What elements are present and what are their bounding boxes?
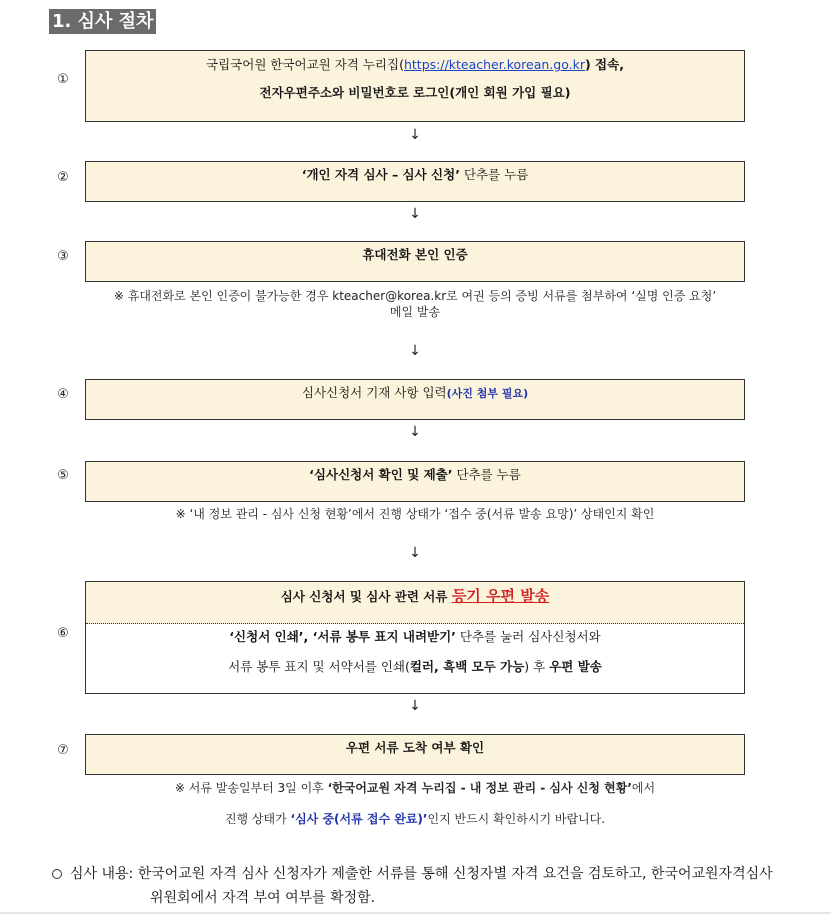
review-content-paragraph: 심사 내용: 한국어교원 자격 심사 신청자가 제출한 서류를 통해 신청자별 자격 요건을 검토하고, 한국어교원자격심사 위원회에서 자격 부여 여부를 확정함. [52, 862, 773, 910]
step-number-7: ⑦ [57, 743, 69, 758]
step-4-box: 심사신청서 기재 사항 입력(사진 첨부 필요) [85, 379, 745, 420]
step-5-note: ※ ‘내 정보 관리 - 심사 신청 현황’에서 진행 상태가 ‘접수 중(서류 발송 요망)’ 상태인지 확인 [175, 507, 655, 521]
arrow-down-icon: ↓ [409, 206, 421, 222]
step-7-box: 우편 서류 도착 여부 확인 [85, 734, 745, 775]
registered-mail-label: 등기 우편 발송 [451, 587, 550, 605]
step-number-5: ⑤ [57, 468, 69, 483]
step-2-button-name: ‘개인 자격 심사 – 심사 신청’ [301, 167, 460, 182]
step-1-line1: 국립국어원 한국어교원 자격 누리집(https://kteacher.korean.go.kr) 접속, [206, 57, 624, 72]
arrow-down-icon: ↓ [409, 698, 421, 714]
step-6-line1: ‘신청서 인쇄’, ‘서류 봉투 표지 내려받기’ 단추를 눌러 심사신청서와 [229, 629, 601, 644]
step-number-2: ② [57, 170, 69, 185]
circle-bullet-icon [52, 869, 62, 879]
step-3-note: ※ 휴대전화로 본인 인증이 불가능한 경우 kteacher@korea.kr로 여권 등의 증빙 서류를 첨부하여 ‘실명 인증 요청’ 메일 발송 [113, 289, 717, 319]
step-5-box: ‘심사신청서 확인 및 제출’ 단추를 누름 [85, 461, 745, 502]
arrow-down-icon: ↓ [409, 545, 421, 561]
step-number-6: ⑥ [57, 626, 69, 641]
arrow-down-icon: ↓ [409, 343, 421, 359]
arrow-down-icon: ↓ [409, 127, 421, 143]
divider [0, 912, 831, 914]
step-3-box: 휴대전화 본인 인증 [85, 241, 745, 282]
step-2-box: ‘개인 자격 심사 – 심사 신청’ 단추를 누름 [85, 161, 745, 202]
photo-required-note: (사진 첨부 필요) [446, 387, 529, 400]
arrow-down-icon: ↓ [409, 424, 421, 440]
step-number-4: ④ [57, 387, 69, 402]
section-title: 1. 심사 절차 [49, 9, 156, 34]
step-1-line2: 전자우편주소와 비밀번호로 로그인(개인 회원 가입 필요) [259, 85, 571, 100]
step-7-note-1: ※ 서류 발송일부터 3일 이후 ‘한국어교원 자격 누리집 - 내 정보 관리 - 심사 신청 현황’에서 [174, 781, 656, 795]
step-6-box [85, 581, 745, 694]
step-number-1: ① [57, 72, 69, 87]
step-6-line2: 서류 봉투 표지 및 서약서를 인쇄(컬러, 흑백 모두 가능) 후 우편 발송 [228, 659, 602, 674]
kteacher-link[interactable]: https://kteacher.korean.go.kr [403, 57, 585, 72]
step-number-3: ③ [57, 249, 69, 264]
step-6-header: 심사 신청서 및 심사 관련 서류 등기 우편 발송 [86, 582, 744, 624]
step-1-box [85, 50, 745, 122]
step-7-note-2: 진행 상태가 ‘심사 중(서류 접수 완료)’인지 반드시 확인하시기 바랍니다. [224, 812, 606, 826]
